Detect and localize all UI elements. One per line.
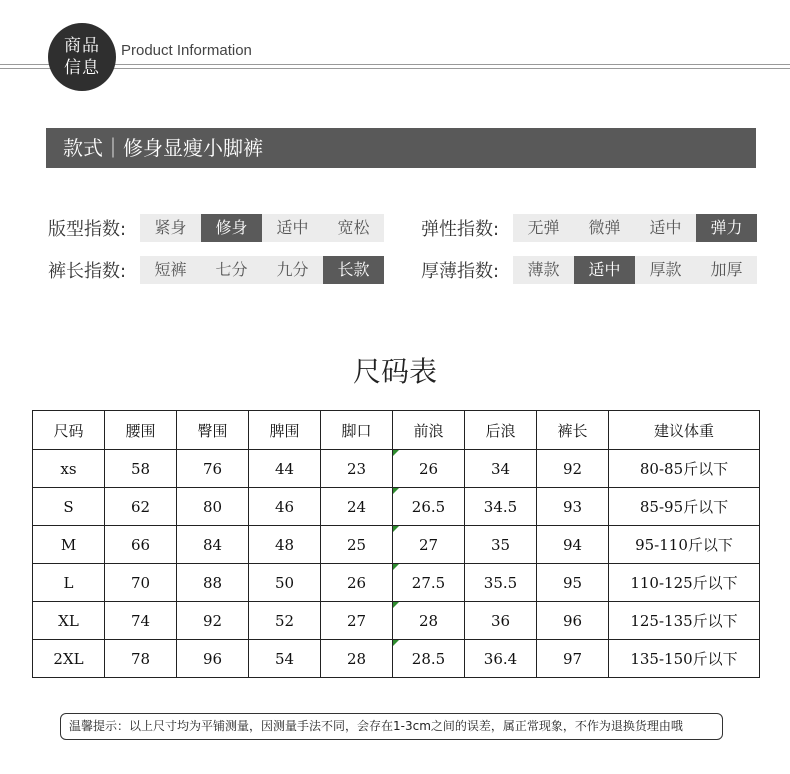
col-header-hip: 臀围 [177,411,249,450]
elasticity-option-2: 微弹 [588,218,621,237]
thickness-option-4: 加厚 [710,260,743,279]
cell-front-rise-value: 28.5 [411,649,446,668]
fit-index-label: 版型指数: [48,219,127,240]
cell-hip: 84 [177,526,249,564]
cell-hem: 24 [321,488,393,526]
length-index-options [140,256,384,284]
col-header-weight: 建议体重 [609,411,760,450]
cell-hem: 27 [321,602,393,640]
cell-front-rise-value: 26 [418,459,439,478]
length-index-label: 裤长指数: [48,261,127,282]
length-index-row [48,256,384,284]
cell-weight: 95-110斤以下 [609,526,760,564]
fit-option-1: 紧身 [154,218,187,237]
elasticity-option-4-selected: 弹力 [696,214,757,242]
cell-waist: 74 [105,602,177,640]
size-table [32,410,760,678]
elasticity-option-3: 适中 [649,218,682,237]
header-title-en: Product Information [121,42,256,59]
cell-size: S [33,488,105,526]
table-row [33,640,760,678]
cell-length: 93 [537,488,609,526]
cell-weight: 125-135斤以下 [609,602,760,640]
cell-hip: 88 [177,564,249,602]
cell-size: L [33,564,105,602]
cell-thigh: 46 [249,488,321,526]
cell-hip: 92 [177,602,249,640]
cell-thigh: 52 [249,602,321,640]
fit-index-options [140,214,384,242]
cell-waist: 78 [105,640,177,678]
table-row [33,526,760,564]
cell-hem: 23 [321,450,393,488]
fit-option-3: 适中 [276,218,309,237]
elasticity-index-options [513,214,757,242]
cell-front-rise [393,488,465,526]
col-header-hem: 脚口 [321,411,393,450]
table-row [33,450,760,488]
col-header-back-rise: 后浪 [465,411,537,450]
size-table-header-row [33,411,760,450]
table-row [33,488,760,526]
cell-hem: 28 [321,640,393,678]
cell-waist: 70 [105,564,177,602]
elasticity-option-1: 无弹 [527,218,560,237]
col-header-length: 裤长 [537,411,609,450]
thickness-option-1: 薄款 [527,260,560,279]
header-rule-top [0,64,790,65]
thickness-index-options [513,256,757,284]
cell-size: 2XL [33,640,105,678]
cell-thigh: 54 [249,640,321,678]
thickness-option-3: 厚款 [649,260,682,279]
cell-front-rise [393,640,465,678]
cell-thigh: 50 [249,564,321,602]
table-row [33,602,760,640]
cell-thigh: 44 [249,450,321,488]
cell-length: 96 [537,602,609,640]
elasticity-index-row [421,214,757,242]
cell-waist: 62 [105,488,177,526]
length-option-4-selected: 长款 [323,256,384,284]
col-header-thigh: 脾围 [249,411,321,450]
cell-corner-mark [393,602,399,608]
cell-front-rise-value: 27 [418,535,439,554]
cell-front-rise [393,450,465,488]
thickness-index-label: 厚薄指数: [421,261,500,282]
cell-thigh: 48 [249,526,321,564]
cell-front-rise [393,602,465,640]
header-rule-bottom [0,68,790,69]
cell-hip: 76 [177,450,249,488]
cell-waist: 66 [105,526,177,564]
cell-back-rise: 34.5 [465,488,537,526]
cell-weight: 80-85斤以下 [609,450,760,488]
fit-option-4: 宽松 [337,218,370,237]
cell-waist: 58 [105,450,177,488]
fit-option-2-selected: 修身 [201,214,262,242]
cell-front-rise [393,526,465,564]
cell-back-rise: 35 [465,526,537,564]
length-option-1: 短裤 [154,260,187,279]
cell-hip: 80 [177,488,249,526]
measurement-note: 温馨提示：以上尺寸均为平铺测量，因测量手法不同，会存在1-3cm之间的误差，属正常现象，不作为退换货理由哦 [60,713,723,740]
cell-length: 92 [537,450,609,488]
cell-hem: 26 [321,564,393,602]
col-header-waist: 腰围 [105,411,177,450]
cell-weight: 135-150斤以下 [609,640,760,678]
col-header-size: 尺码 [33,411,105,450]
table-row [33,564,760,602]
col-header-front-rise: 前浪 [393,411,465,450]
length-option-3: 九分 [276,260,309,279]
product-info-badge [48,23,116,91]
cell-back-rise: 36 [465,602,537,640]
cell-corner-mark [393,450,399,456]
cell-size: xs [33,450,105,488]
cell-weight: 85-95斤以下 [609,488,760,526]
cell-front-rise-value: 26.5 [411,497,446,516]
length-option-2: 七分 [215,260,248,279]
cell-length: 94 [537,526,609,564]
cell-corner-mark [393,640,399,646]
cell-length: 95 [537,564,609,602]
cell-corner-mark [393,488,399,494]
cell-size: M [33,526,105,564]
thickness-index-row [421,256,757,284]
size-chart-title: 尺码表 [352,355,437,388]
cell-size: XL [33,602,105,640]
cell-corner-mark [393,564,399,570]
badge-line-1: 商品 [64,36,100,56]
cell-front-rise-value: 28 [418,611,439,630]
fit-index-row [48,214,384,242]
cell-front-rise [393,564,465,602]
cell-hem: 25 [321,526,393,564]
cell-weight: 110-125斤以下 [609,564,760,602]
badge-line-2: 信息 [64,58,100,78]
elasticity-index-label: 弹性指数: [421,219,500,240]
cell-hip: 96 [177,640,249,678]
cell-back-rise: 35.5 [465,564,537,602]
cell-length: 97 [537,640,609,678]
style-bar: 款式｜修身显瘦小脚裤 [46,128,756,168]
cell-back-rise: 34 [465,450,537,488]
cell-front-rise-value: 27.5 [411,573,446,592]
cell-corner-mark [393,526,399,532]
thickness-option-2-selected: 适中 [574,256,635,284]
cell-back-rise: 36.4 [465,640,537,678]
